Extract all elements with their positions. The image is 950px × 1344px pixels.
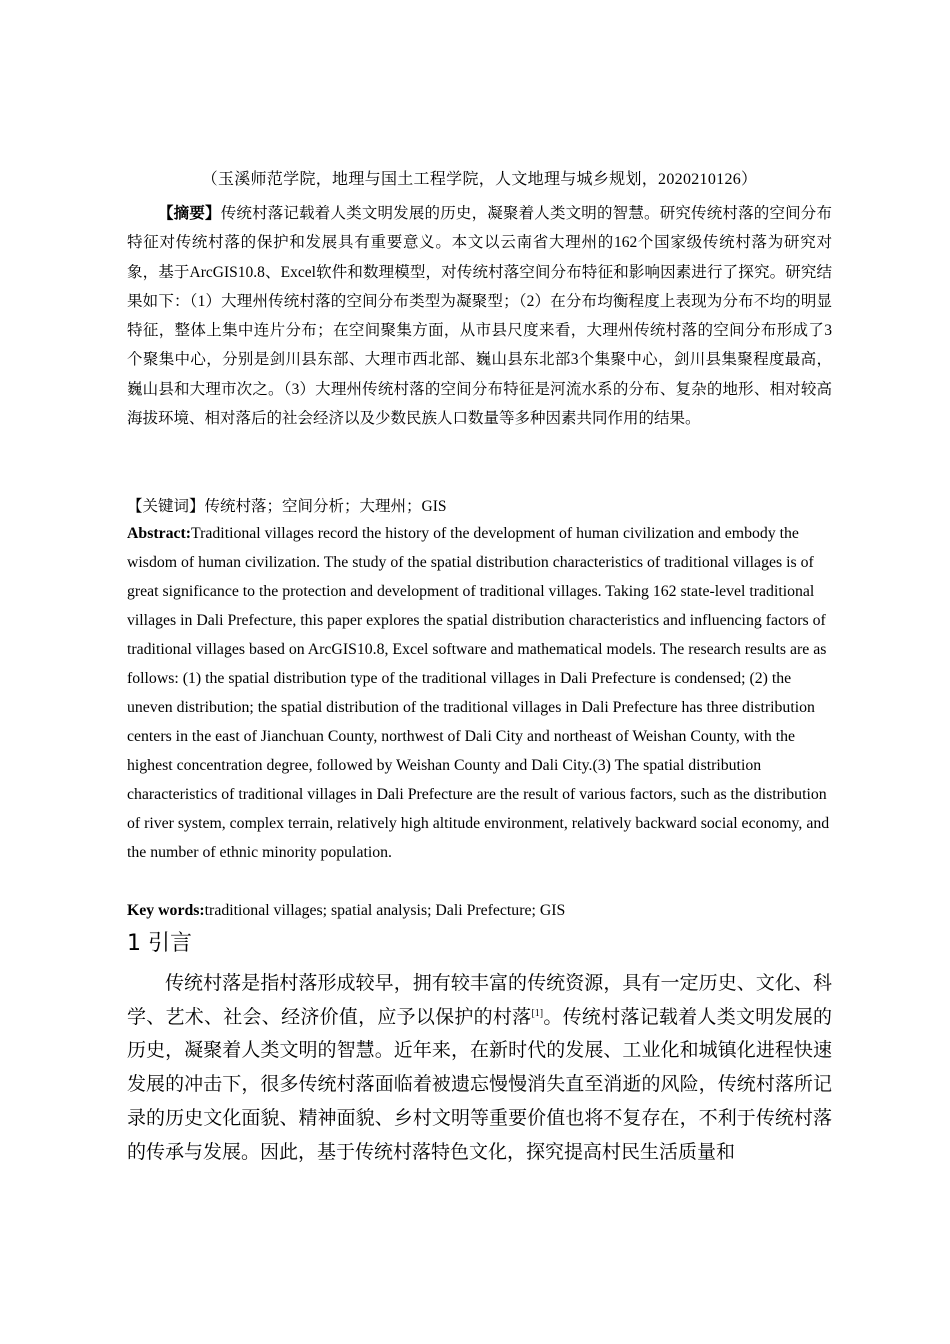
chinese-abstract: [127, 199, 832, 433]
english-abstract-label: Abstract:: [127, 525, 192, 542]
chinese-keywords: [127, 494, 832, 520]
chinese-keywords-label: 【关键词】: [127, 498, 205, 515]
chinese-abstract-label: 【摘要】: [158, 205, 221, 222]
author-affiliation: （玉溪师范学院，地理与国土工程学院，人文地理与城乡规划，2020210126）: [201, 171, 758, 188]
english-keywords: [127, 896, 832, 925]
english-keywords-label: Key words:: [127, 902, 205, 919]
intro-text-part1: 传统村落是指村落形成较早，拥有较丰富的传统资源，具有一定历史、文化、科学、艺术、社会、经济价值，应予以保护的村落: [127, 973, 832, 1028]
english-abstract: [127, 519, 832, 867]
english-keywords-text: traditional villages; spatial analysis; Dali Prefecture; GIS: [204, 902, 566, 919]
section-heading-introduction: 1 引言: [127, 931, 192, 956]
english-abstract-text: Traditional villages record the history of the development of human civilization and embody the wisdom of human civilization. The study of the spatial distribution characteristics of traditional villages is of great significance to the protection and development of traditional villages. Taking 162 state-level traditional villages in Dali Prefecture, this paper explores the spatial distribution characteristics and influencing factors of traditional villages based on ArcGIS10.8, Excel software and mathematical models. The research results are as follows: (1) the spatial distribution type of the traditional villages in Dali Prefecture is condensed; (2) the uneven distribution; the spatial distribution of the traditional villages in Dali Prefecture has three distribution centers in the east of Jianchuan County, northwest of Dali City and northeast of Weishan County, with the highest concentration degree, followed by Weishan County and Dali City.(3) The spatial distribution characteristics of traditional villages in Dali Prefecture are the result of various factors, such as the distribution of river system, complex terrain, relatively high altitude environment, relatively backward social economy, and the number of ethnic minority population.: [127, 525, 830, 861]
introduction-paragraph: [127, 967, 832, 1169]
chinese-keywords-text: 传统村落；空间分析；大理州；GIS: [204, 498, 447, 515]
chinese-abstract-text: 传统村落记载着人类文明发展的历史，凝聚着人类文明的智慧。研究传统村落的空间分布特征对传统村落的保护和发展具有重要意义。本文以云南省大理州的162个国家级传统村落为研究对象，基于ArcGIS10.8、Excel软件和数理模型，对传统村落空间分布特征和影响因素进行了探究。研究结果如下：（1）大理州传统村落的空间分布类型为凝聚型；（2）在分布均衡程度上表现为分布不均的明显特征，整体上集中连片分布；在空间聚集方面，从市县尺度来看，大理州传统村落的空间分布形成了3个聚集中心，分别是剑川县东部、大理市西北部、巍山县东北部3个集聚中心，剑川县集聚程度最高，巍山县和大理市次之。（3）大理州传统村落的空间分布特征是河流水系的分布、复杂的地形、相对较高海拔环境、相对落后的社会经济以及少数民族人口数量等多种因素共同作用的结果。: [127, 205, 832, 428]
intro-text-part2: 。传统村落记载着人类文明发展的历史，凝聚着人类文明的智慧。近年来，在新时代的发展、工业化和城镇化进程快速发展的冲击下，很多传统村落面临着被遗忘慢慢消失直至消逝的风险，传统村落所记录的历史文化面貌、精神面貌、乡村文明等重要价值也将不复存在，不利于传统村落的传承与发展。因此，基于传统村落特色文化，探究提高村民生活质量和: [127, 1006, 832, 1163]
citation-ref-1[interactable]: [1]: [531, 1007, 544, 1019]
